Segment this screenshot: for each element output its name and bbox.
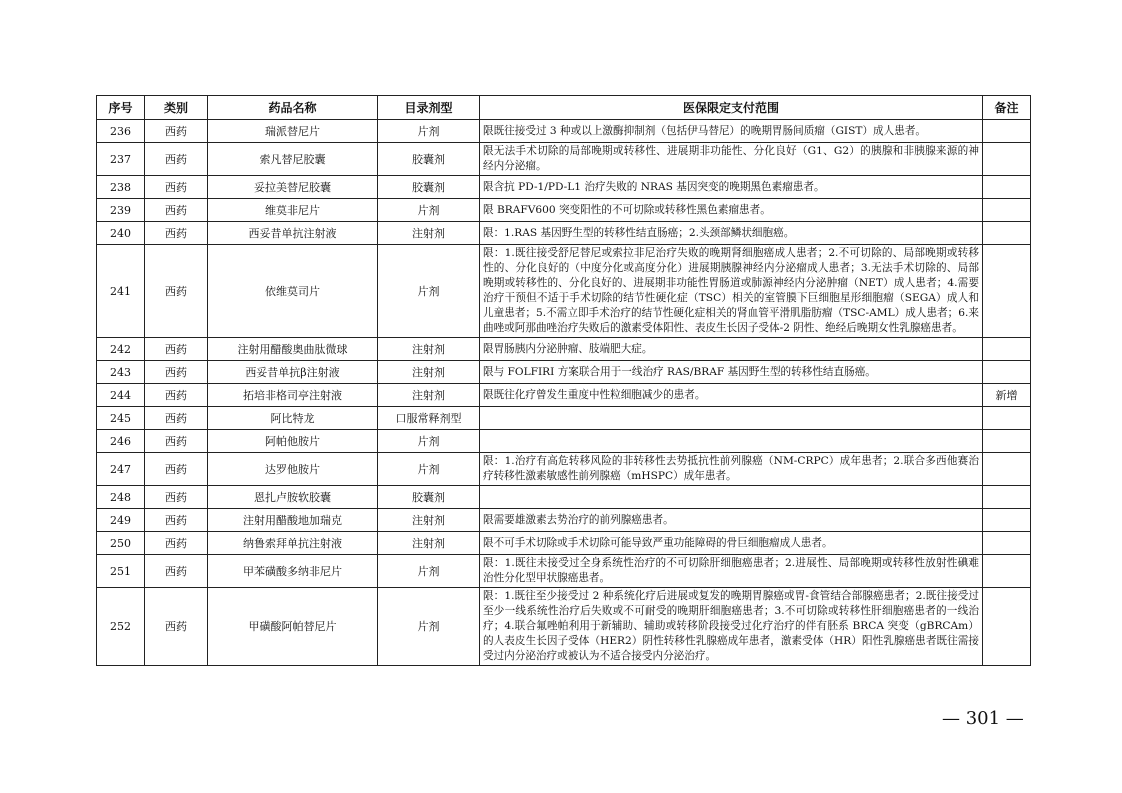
table-row (97, 143, 1031, 176)
cell-seq: 250 (97, 532, 145, 555)
table-row (97, 509, 1031, 532)
cell-drug-name: 西妥昔单抗β注射液 (208, 361, 378, 384)
header-remarks: 备注 (983, 96, 1031, 120)
cell-drug-name: 甲磺酸阿帕替尼片 (208, 588, 378, 666)
cell-dosage-form: 片剂 (378, 245, 480, 338)
cell-scope: 限含抗 PD-1/PD-L1 治疗失败的 NRAS 基因突变的晚期黑色素瘤患者。 (480, 176, 983, 199)
header-scope: 医保限定支付范围 (480, 96, 983, 120)
cell-scope: 限：1.既往未接受过全身系统性治疗的不可切除肝细胞癌患者；2.进展性、局部晚期或转移性放射性碘难治性分化型甲状腺癌患者。 (480, 555, 983, 588)
table-row (97, 245, 1031, 338)
cell-seq: 252 (97, 588, 145, 666)
drug-table (96, 95, 1031, 666)
cell-drug-name: 纳鲁索拜单抗注射液 (208, 532, 378, 555)
cell-dosage-form: 片剂 (378, 453, 480, 486)
cell-dosage-form: 片剂 (378, 120, 480, 143)
cell-category: 西药 (145, 245, 208, 338)
cell-category: 西药 (145, 407, 208, 430)
cell-scope (480, 430, 983, 453)
cell-drug-name: 甲苯磺酸多纳非尼片 (208, 555, 378, 588)
cell-seq: 240 (97, 222, 145, 245)
header-drug-name: 药品名称 (208, 96, 378, 120)
cell-remarks (983, 120, 1031, 143)
cell-seq: 239 (97, 199, 145, 222)
cell-scope: 限：1.既往至少接受过 2 种系统化疗后进展或复发的晚期胃腺癌或胃-食管结合部腺癌患者；2.既往接受过至少一线系统性治疗后失败或不可耐受的晚期肝细胞癌患者；3.不可切除或转移性肝细胞癌患者的一线治疗；4.联合氟唑帕利用于新辅助、辅助或转移阶段接受过化疗治疗的伴有胚系 BRCA 突变（gBRCAm）的人表皮生长因子受体（HER2）阴性转移性乳腺癌成年患者，激素受体（HR）阳性乳腺癌患者既往需接受过内分泌治疗或被认为不适合接受内分泌治疗。 (480, 588, 983, 666)
cell-remarks (983, 509, 1031, 532)
cell-scope: 限与 FOLFIRI 方案联合用于一线治疗 RAS/BRAF 基因野生型的转移性结直肠癌。 (480, 361, 983, 384)
cell-remarks (983, 555, 1031, 588)
cell-seq: 236 (97, 120, 145, 143)
cell-category: 西药 (145, 361, 208, 384)
cell-drug-name: 妥拉美替尼胶囊 (208, 176, 378, 199)
cell-drug-name: 阿帕他胺片 (208, 430, 378, 453)
cell-dosage-form: 注射剂 (378, 338, 480, 361)
table-row (97, 384, 1031, 407)
cell-scope: 限既往接受过 3 种或以上激酶抑制剂（包括伊马替尼）的晚期胃肠间质瘤（GIST）成人患者。 (480, 120, 983, 143)
table-row (97, 532, 1031, 555)
cell-dosage-form: 片剂 (378, 588, 480, 666)
cell-dosage-form: 片剂 (378, 555, 480, 588)
cell-category: 西药 (145, 120, 208, 143)
cell-category: 西药 (145, 486, 208, 509)
cell-seq: 243 (97, 361, 145, 384)
cell-drug-name: 西妥昔单抗注射液 (208, 222, 378, 245)
cell-scope: 限：1.治疗有高危转移风险的非转移性去势抵抗性前列腺癌（NM-CRPC）成年患者；2.联合多西他赛治疗转移性激素敏感性前列腺癌（mHSPC）成年患者。 (480, 453, 983, 486)
cell-dosage-form: 注射剂 (378, 361, 480, 384)
cell-dosage-form: 注射剂 (378, 509, 480, 532)
cell-seq: 241 (97, 245, 145, 338)
table-row (97, 407, 1031, 430)
cell-category: 西药 (145, 199, 208, 222)
cell-scope (480, 407, 983, 430)
cell-remarks (983, 532, 1031, 555)
table-row (97, 338, 1031, 361)
cell-seq: 238 (97, 176, 145, 199)
table-row (97, 120, 1031, 143)
cell-drug-name: 注射用醋酸地加瑞克 (208, 509, 378, 532)
table-row (97, 222, 1031, 245)
cell-category: 西药 (145, 338, 208, 361)
cell-category: 西药 (145, 430, 208, 453)
cell-dosage-form: 胶囊剂 (378, 143, 480, 176)
cell-dosage-form: 注射剂 (378, 222, 480, 245)
page-number: — 301 — (942, 708, 1024, 729)
cell-drug-name: 恩扎卢胺软胶囊 (208, 486, 378, 509)
cell-remarks (983, 199, 1031, 222)
cell-drug-name: 瑞派替尼片 (208, 120, 378, 143)
table-row (97, 486, 1031, 509)
cell-category: 西药 (145, 532, 208, 555)
cell-scope (480, 486, 983, 509)
cell-category: 西药 (145, 384, 208, 407)
cell-drug-name: 阿比特龙 (208, 407, 378, 430)
cell-category: 西药 (145, 555, 208, 588)
cell-seq: 237 (97, 143, 145, 176)
cell-seq: 251 (97, 555, 145, 588)
cell-remarks (983, 222, 1031, 245)
cell-remarks (983, 245, 1031, 338)
table-row (97, 430, 1031, 453)
header-dosage-form: 目录剂型 (378, 96, 480, 120)
cell-dosage-form: 口服常释剂型 (378, 407, 480, 430)
header-seq: 序号 (97, 96, 145, 120)
table-header-row (97, 96, 1031, 120)
cell-category: 西药 (145, 143, 208, 176)
cell-drug-name: 维莫非尼片 (208, 199, 378, 222)
cell-dosage-form: 注射剂 (378, 532, 480, 555)
cell-category: 西药 (145, 509, 208, 532)
cell-drug-name: 依维莫司片 (208, 245, 378, 338)
cell-seq: 247 (97, 453, 145, 486)
cell-category: 西药 (145, 453, 208, 486)
table-row (97, 176, 1031, 199)
table-row (97, 361, 1031, 384)
cell-drug-name: 注射用醋酸奥曲肽微球 (208, 338, 378, 361)
cell-scope: 限不可手术切除或手术切除可能导致严重功能障碍的骨巨细胞瘤成人患者。 (480, 532, 983, 555)
cell-scope: 限：1.RAS 基因野生型的转移性结直肠癌；2.头颈部鳞状细胞癌。 (480, 222, 983, 245)
cell-remarks (983, 176, 1031, 199)
header-category: 类别 (145, 96, 208, 120)
cell-dosage-form: 片剂 (378, 199, 480, 222)
cell-seq: 245 (97, 407, 145, 430)
cell-seq: 248 (97, 486, 145, 509)
cell-category: 西药 (145, 222, 208, 245)
cell-drug-name: 达罗他胺片 (208, 453, 378, 486)
cell-dosage-form: 片剂 (378, 430, 480, 453)
cell-scope: 限既往化疗曾发生重度中性粒细胞减少的患者。 (480, 384, 983, 407)
cell-scope: 限无法手术切除的局部晚期或转移性、进展期非功能性、分化良好（G1、G2）的胰腺和非胰腺来源的神经内分泌瘤。 (480, 143, 983, 176)
cell-remarks (983, 407, 1031, 430)
table-row (97, 199, 1031, 222)
cell-dosage-form: 胶囊剂 (378, 486, 480, 509)
cell-seq: 246 (97, 430, 145, 453)
cell-seq: 244 (97, 384, 145, 407)
cell-remarks (983, 453, 1031, 486)
cell-remarks (983, 430, 1031, 453)
cell-scope: 限胃肠胰内分泌肿瘤、肢端肥大症。 (480, 338, 983, 361)
cell-remarks (983, 588, 1031, 666)
cell-remarks (983, 143, 1031, 176)
table-row (97, 555, 1031, 588)
cell-remarks (983, 361, 1031, 384)
cell-drug-name: 拓培非格司亭注射液 (208, 384, 378, 407)
cell-category: 西药 (145, 588, 208, 666)
cell-seq: 242 (97, 338, 145, 361)
table-row (97, 588, 1031, 666)
cell-scope: 限 BRAFV600 突变阳性的不可切除或转移性黑色素瘤患者。 (480, 199, 983, 222)
cell-drug-name: 索凡替尼胶囊 (208, 143, 378, 176)
cell-scope: 限：1.既往接受舒尼替尼或索拉非尼治疗失败的晚期肾细胞癌成人患者；2.不可切除的、局部晚期或转移性的、分化良好的（中度分化或高度分化）进展期胰腺神经内分泌瘤成人患者；3.无法手术切除的、局部晚期或转移性的、分化良好的、进展期非功能性胃肠道或肺源神经内分泌肿瘤（NET）成人患者；4.需要治疗干预但不适于手术切除的结节性硬化症（TSC）相关的室管膜下巨细胞星形细胞瘤（SEGA）成人和儿童患者；5.不需立即手术治疗的结节性硬化症相关的肾血管平滑肌脂肪瘤（TSC-AML）成人患者；6.来曲唑或阿那曲唑治疗失败后的激素受体阳性、表皮生长因子受体-2 阴性、绝经后晚期女性乳腺癌患者。 (480, 245, 983, 338)
table-row (97, 453, 1031, 486)
cell-scope: 限需要雄激素去势治疗的前列腺癌患者。 (480, 509, 983, 532)
cell-dosage-form: 注射剂 (378, 384, 480, 407)
cell-category: 西药 (145, 176, 208, 199)
cell-remarks (983, 338, 1031, 361)
cell-dosage-form: 胶囊剂 (378, 176, 480, 199)
cell-remarks: 新增 (983, 384, 1031, 407)
cell-remarks (983, 486, 1031, 509)
cell-seq: 249 (97, 509, 145, 532)
